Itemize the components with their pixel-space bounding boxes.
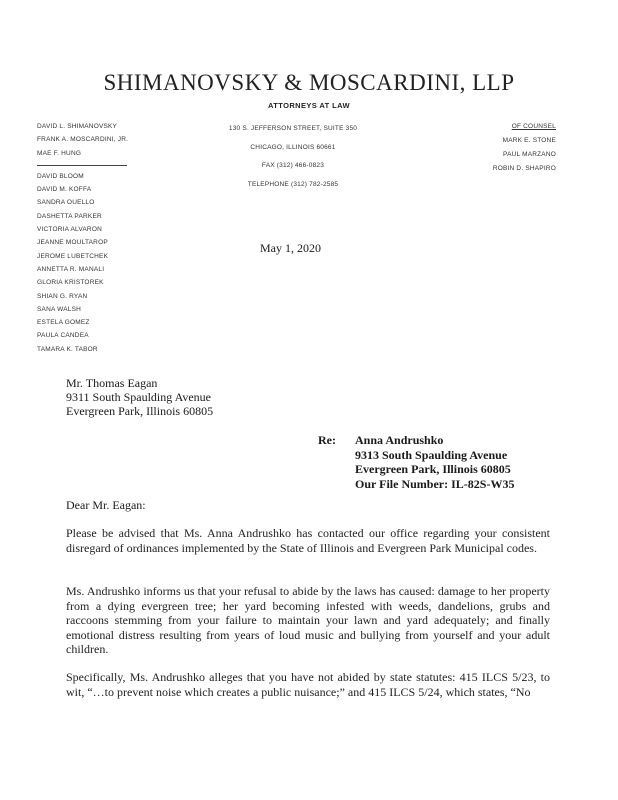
partner-name: MAE F. HUNG [37, 149, 82, 157]
associate-name: ESTELA GOMEZ [37, 319, 90, 327]
firm-address [228, 120, 358, 194]
re-client-name: Anna Andrushko [355, 433, 444, 447]
of-counsel-heading: OF COUNSEL [511, 123, 556, 130]
letter-date: May 1, 2020 [260, 241, 321, 255]
attorney-list [37, 120, 128, 356]
telephone-number: TELEPHONE (312) 782-2585 [247, 180, 339, 188]
associate-name: JEANNE MOULTAROP [37, 239, 108, 247]
counsel-name: PAUL MARZANO [503, 151, 556, 158]
recipient-address [66, 376, 213, 418]
associate-name: SANA WALSH [37, 305, 82, 313]
partner-name: DAVID L. SHIMANOVSKY [37, 123, 118, 130]
firm-name: SHIMANOVSKY & MOSCARDINI, LLP [103, 70, 515, 95]
re-label: Re: [318, 433, 336, 447]
of-counsel-list [493, 120, 556, 176]
associate-name: DAVID BLOOM [37, 172, 84, 180]
associate-name: TAMARA K. TABOR [37, 345, 98, 353]
address-street: 130 S. JEFFERSON STREET, SUITE 350 [228, 125, 358, 132]
associate-name: VICTORIA ALVARON [37, 226, 102, 234]
recipient-street: 9311 South Spaulding Avenue [66, 390, 211, 404]
associate-name: GLORIA KRISTOREK [37, 279, 104, 287]
divider-line [37, 165, 127, 166]
counsel-name: MARK E. STONE [502, 137, 556, 144]
address-city: CHICAGO, ILLINOIS 60661 [250, 143, 336, 151]
body-paragraph: Ms. Andrushko informs us that your refusal to abide by the laws has caused: damage to her property from a dying evergreen tree; her yard becoming infested with weeds, dandelions, grubs and raccoons stemming from your failure to maintain your lawn and yard adequately; and finally emotional distress resulting from years of loud music and bullying from yourself and your adult children. [66, 584, 550, 656]
associate-name: DAVID M. KOFFA [37, 186, 92, 194]
associate-name: SANDRA OUELLO [37, 199, 95, 207]
body-paragraph: Specifically, Ms. Andrushko alleges that you have not abided by state statutes: 415 ILCS 5/23, to wit, “…to prevent noise which creates a public nuisance;” and 415 ILCS 5/24, which states, “No [66, 670, 550, 699]
associate-name: JEROME LUBETCHEK [37, 252, 109, 260]
counsel-name: ROBIN D. SHAPIRO [492, 165, 556, 172]
fax-number: FAX (312) 466-0823 [261, 162, 325, 170]
re-file-number: Our File Number: IL-82S-W35 [355, 476, 515, 491]
recipient-city: Evergreen Park, Illinois 60805 [66, 404, 214, 418]
salutation: Dear Mr. Eagan: [66, 498, 146, 512]
associate-name: PAULA CANDEA [37, 332, 89, 340]
re-client-city: Evergreen Park, Illinois 60805 [355, 462, 511, 476]
re-client-street: 9313 South Spaulding Avenue [355, 447, 508, 462]
associate-name: ANNETTA R. MANALI [37, 265, 105, 273]
recipient-name: Mr. Thomas Eagan [66, 376, 158, 390]
associate-name: SHIAN G. RYAN [37, 292, 88, 300]
firm-subtitle: ATTORNEYS AT LAW [268, 101, 350, 110]
partner-name: FRANK A. MOSCARDINI, JR. [37, 136, 129, 144]
associate-name: DASHETTA PARKER [37, 212, 102, 220]
body-paragraph: Please be advised that Ms. Anna Andrushko has contacted our office regarding your consistent disregard of ordinances implemented by the State of Illinois and Evergreen Park Municipal codes. [66, 526, 550, 555]
re-block [355, 433, 514, 491]
